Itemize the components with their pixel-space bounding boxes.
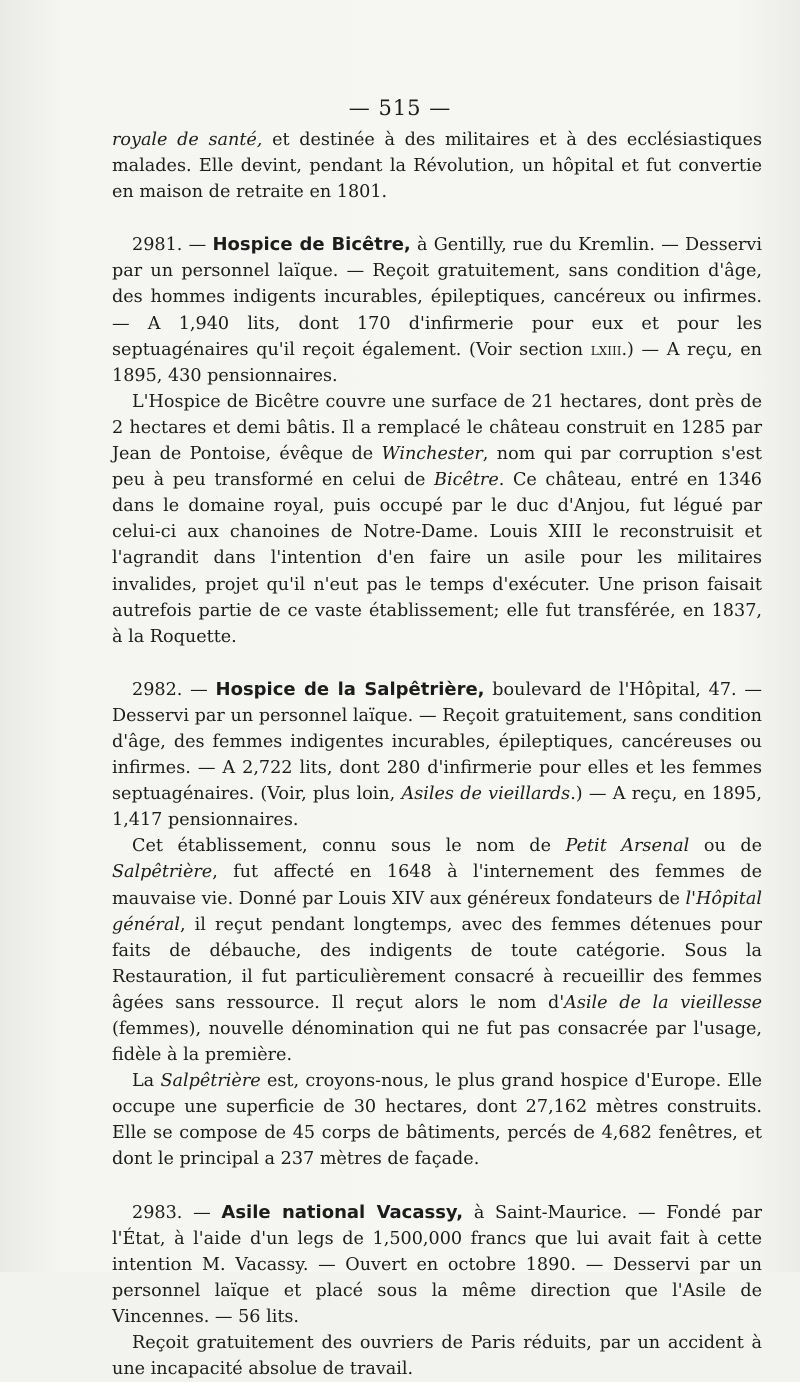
entry-2982-history-c: , fut affecté en 1648 à l'internement des femmes de mauvaise vie. Donné par Louis XIV aux généreux fondateurs de [112,862,762,909]
page-body [112,127,762,1382]
entry-2982-history-italic-3: l'Hôpital général [112,888,762,935]
entry-2981-history-italic-2: Bicêtre [434,470,499,491]
entry-2982-ref-italic: Asiles de vieillards [401,784,571,805]
entry-2981-title: Hospice de Bicêtre, [212,234,411,256]
entry-2981-paragraph [112,232,762,389]
entry-2982-paragraph [112,677,762,834]
entry-2981-history-italic-1: Winchester [381,444,483,465]
entry-2981-number: 2981. — [132,235,213,256]
entry-2982-number: 2982. — [132,679,216,700]
entry-2982-size-paragraph [112,1068,762,1172]
entry-2982-history-italic-1: Petit Arsenal [565,836,690,857]
entry-2982-history-b: ou de [689,836,762,857]
entry-2982-history-a: Cet établissement, connu sous le nom de [132,836,566,857]
entry-2982-size-italic: Salpêtrière [160,1071,261,1092]
entry-2981-history-paragraph [112,389,762,650]
entry-2981-text-a: à Gentilly, rue du Kremlin. — Desservi par un personnel laïque. — Reçoit gratuitement, sans condition d'âge, des hommes indigents incurables, épileptiques, cancéreux ou infirmes. — A 1,940 lits, dont 170 d'infirmerie pour eux et pour les septuagénaires qu'il reçoit également. (Voir section [112,235,762,360]
intro-italic: royale de santé, [112,130,263,150]
entry-2981-history-c: . Ce château, entré en 1346 dans le domaine royal, puis occupé par le duc d'Anjou, fut légué par celui-ci aux chanoines de Notre-Dame. Louis XIII le reconstruisit et l'agrandit dans l'intention d'en faire un asile pour les militaires invalides, projet qu'il n'eut pas le temps d'exécuter. Une prison faisait autrefois partie de ce vaste établissement; elle fut transférée, en 1837, à la Roquette. [112,470,762,647]
entry-2983-text-a: à Saint-Maurice. — Fondé par l'État, à l'aide d'un legs de 1,500,000 francs que lui avait fait à cette intention M. Vacassy. — Ouvert en octobre 1890. — Desservi par un personnel laïque et placé sous la même direction que l'Asile de Vincennes. — 56 lits. [112,1202,763,1327]
entry-2983-admission-paragraph: Reçoit gratuitement des ouvriers de Paris réduits, par un accident à une incapacité absolue de travail. [112,1333,762,1380]
entry-2982-text-a: boulevard de l'Hôpital, 47. — Desservi par un personnel laïque. — Reçoit gratuitement, sans condition d'âge, des femmes indigentes incurables, épileptiques, cancéreuses ou infirmes. — A 2,722 lits, dont 280 d'infirmerie pour elles et les femmes septuagénaires. (Voir, plus loin, [112,679,762,805]
entry-2982-size-b: est, croyons-nous, le plus grand hospice d'Europe. Elle occupe une superficie de 30 hectares, dont 27,162 mètres construits. Elle se compose de 45 corps de bâtiments, percés de 4,682 fenêtres, et dont le principal a 237 mètres de façade. [112,1071,762,1170]
entry-2982-history-paragraph [112,833,762,1068]
entry-2982-history-italic-2: Salpêtrière [112,862,213,883]
entry-2982-history-e: (femmes), nouvelle dénomination qui ne fut pas consacrée par l'usage, fidèle à la première. [112,1019,762,1066]
intro-text: et destinée à des militaires et à des ecclésiastiques malades. Elle devint, pendant la Révolution, un hôpital et fut convertie en maison de retraite en 1801. [112,130,762,203]
entry-2982-history-italic-4: Asile de la vieillesse [564,992,763,1013]
entry-2982-title: Hospice de la Salpêtrière, [215,678,485,700]
entry-2983-title: Asile national Vacassy, [221,1201,464,1223]
intro-paragraph [112,127,762,205]
entry-2981-text-b: .) — A reçu, en 1895, 430 pensionnaires. [112,339,762,386]
entry-2982-size-a: La [132,1071,161,1092]
entry-2983-paragraph [112,1200,762,1330]
entry-2982-history-d: , il reçut pendant longtemps, avec des femmes détenues pour faits de débauche, des indigents de toute catégorie. Sous la Restauration, il fut particulièrement consacré à recueillir des femmes âgées sans ressource. Il reçut alors le nom d' [112,914,762,1013]
entry-2982-text-b: .) — A reçu, en 1895, 1,417 pensionnaires. [112,784,763,831]
entry-2983-number: 2983. — [132,1202,222,1223]
page-number: — 515 — [348,96,452,120]
entry-2981-history-a: L'Hospice de Bicêtre couvre une surface de 21 hectares, dont près de 2 hectares et demi bâtis. Il a remplacé le château construit en 1285 par Jean de Pontoise, évêque de [112,391,762,465]
entry-2981-history-b: , nom qui par corruption s'est peu à peu transformé en celui de [112,444,762,491]
entry-2981-section-ref: lxiii [590,339,622,360]
